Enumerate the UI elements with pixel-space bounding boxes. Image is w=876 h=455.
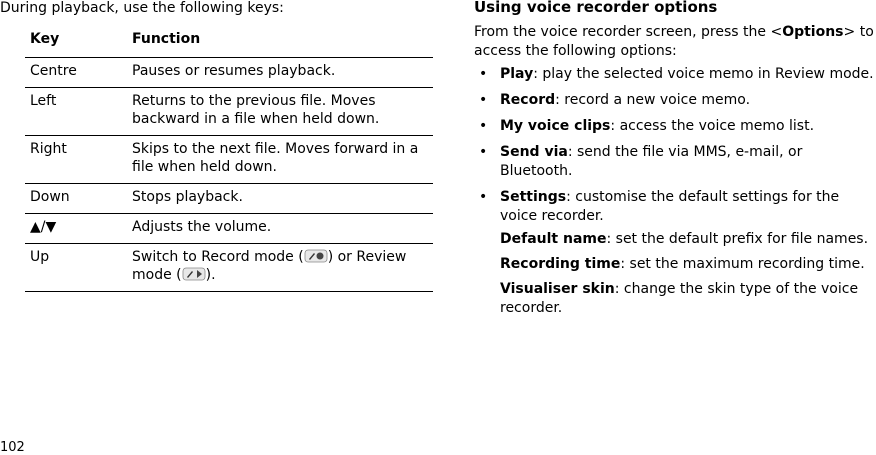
key-cell: Left (25, 88, 127, 136)
bullet: • (479, 144, 488, 160)
sub-option (474, 280, 876, 318)
list-item (474, 117, 876, 136)
table-row (25, 184, 433, 214)
list-item (474, 65, 876, 84)
option-name: My voice clips (500, 118, 611, 134)
keys-table (25, 25, 433, 292)
table-header-row (25, 25, 433, 58)
header-function: Function (127, 25, 433, 58)
key-cell: ▲/▼ (25, 214, 127, 244)
table-row (25, 58, 433, 88)
bullet: • (479, 66, 488, 82)
bullet: • (479, 92, 488, 108)
list-item (474, 91, 876, 110)
option-name: Settings (500, 189, 567, 205)
sub-option-name: Visualiser skin (500, 281, 615, 297)
option-desc: : record a new voice memo. (555, 92, 751, 108)
options-list (474, 65, 876, 324)
intro-text-c: > to access the following options: (474, 24, 874, 59)
table-row (25, 136, 433, 184)
review-mode-icon (182, 266, 206, 282)
bullet: • (479, 189, 488, 205)
function-cell: Stops playback. (127, 184, 433, 214)
table-row (25, 244, 433, 292)
function-cell (127, 244, 433, 292)
list-item (474, 188, 876, 226)
table-row (25, 88, 433, 136)
table-row (25, 214, 433, 244)
sub-option-name: Recording time (500, 256, 621, 272)
header-key: Key (25, 25, 127, 58)
function-cell: Adjusts the volume. (127, 214, 433, 244)
option-name: Play (500, 66, 534, 82)
section-intro (474, 23, 876, 61)
option-name: Record (500, 92, 556, 108)
bullet: • (479, 118, 488, 134)
key-cell: Down (25, 184, 127, 214)
option-desc: : access the voice memo list. (610, 118, 815, 134)
option-desc: : send the file via MMS, e-mail, or Bluetooth. (500, 144, 803, 179)
function-text-a: Switch to Record mode ( (132, 249, 304, 265)
sub-option (474, 230, 876, 249)
key-cell: Centre (25, 58, 127, 88)
sub-option-desc: : set the maximum recording time. (620, 256, 865, 272)
function-text-c: ). (205, 267, 216, 283)
option-desc: : customise the default settings for the voice recorder. (500, 189, 840, 224)
record-mode-icon (304, 248, 328, 264)
function-cell: Pauses or resumes playback. (127, 58, 433, 88)
sub-option-desc: : change the skin type of the voice recorder. (500, 281, 859, 316)
list-item (474, 143, 876, 181)
function-text-b: ) or Review mode ( (132, 249, 407, 283)
intro-text-a: From the voice recorder screen, press the < (474, 24, 783, 40)
key-cell: Right (25, 136, 127, 184)
table-intro: During playback, use the following keys: (0, 0, 284, 16)
sub-option-name: Default name (500, 231, 607, 247)
function-cell: Skips to the next file. Moves forward in a file when held down. (127, 136, 433, 184)
key-cell: Up (25, 244, 127, 292)
option-name: Send via (500, 144, 568, 160)
sub-option (474, 255, 876, 274)
function-cell: Returns to the previous file. Moves backward in a file when held down. (127, 88, 433, 136)
options-key-label: Options (782, 24, 844, 40)
page-number: 102 (0, 440, 25, 455)
option-desc: : play the selected voice memo in Review mode. (533, 66, 874, 82)
section-title: Using voice recorder options (474, 0, 718, 16)
sub-option-desc: : set the default prefix for file names. (606, 231, 869, 247)
